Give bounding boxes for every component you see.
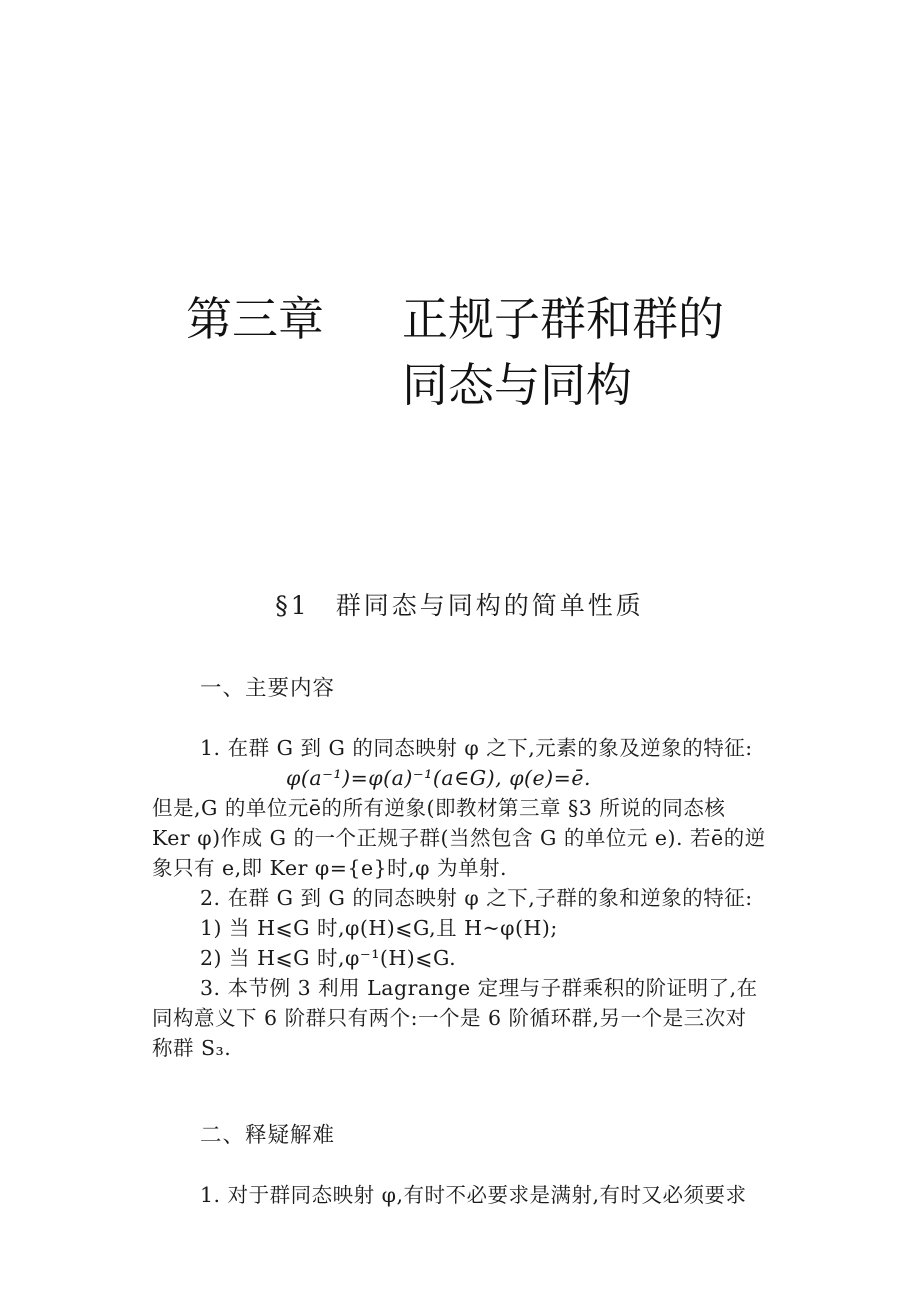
chapter-title-line2: 同态与同构	[402, 358, 632, 412]
paragraph-item1	[152, 733, 808, 1063]
part2-item1-line1: 1. 对于群同态映射 φ,有时不必要求是满射,有时又必须要求	[200, 1183, 747, 1207]
section-heading: 群同态与同构的简单性质	[335, 591, 644, 620]
item3-line1: 3. 本节例 3 利用 Lagrange 定理与子群乘积的阶证明了,在	[200, 976, 758, 1000]
section-number: §1	[275, 591, 310, 620]
item2-line2: 1) 当 H⩽G 时,φ(H)⩽G,且 H~φ(H);	[200, 916, 558, 940]
part2-heading: 二、释疑解难	[200, 1123, 336, 1148]
chapter-title-line1: 正规子群和群的	[402, 292, 724, 346]
item3-line2: 同构意义下 6 阶群只有两个:一个是 6 阶循环群,另一个是三次对	[152, 1006, 747, 1030]
item3-line3: 称群 S₃.	[152, 1036, 232, 1060]
section-title	[0, 586, 919, 622]
chapter-title	[186, 286, 724, 418]
item2-line1: 2. 在群 G 到 G 的同态映射 φ 之下,子群的象和逆象的特征:	[200, 886, 753, 910]
part1-heading: 一、主要内容	[200, 676, 336, 701]
item1-line3: Ker φ)作成 G 的一个正规子群(当然包含 G 的单位元 e). 若ē的逆	[152, 826, 766, 850]
item1-formula: φ(a⁻¹)=φ(a)⁻¹(a∈G), φ(e)=ē.	[286, 766, 592, 790]
item1-line4: 象只有 e,即 Ker φ={e}时,φ 为单射.	[152, 856, 508, 880]
item1-line2: 但是,G 的单位元ē的所有逆象(即教材第三章 §3 所说的同态核	[152, 796, 726, 820]
item2-line3: 2) 当 H⩽G 时,φ⁻¹(H)⩽G.	[200, 946, 457, 970]
chapter-number: 第三章	[186, 292, 324, 346]
paragraph-part2-item1	[152, 1180, 808, 1210]
item1-line1: 1. 在群 G 到 G 的同态映射 φ 之下,元素的象及逆象的特征:	[200, 736, 753, 760]
